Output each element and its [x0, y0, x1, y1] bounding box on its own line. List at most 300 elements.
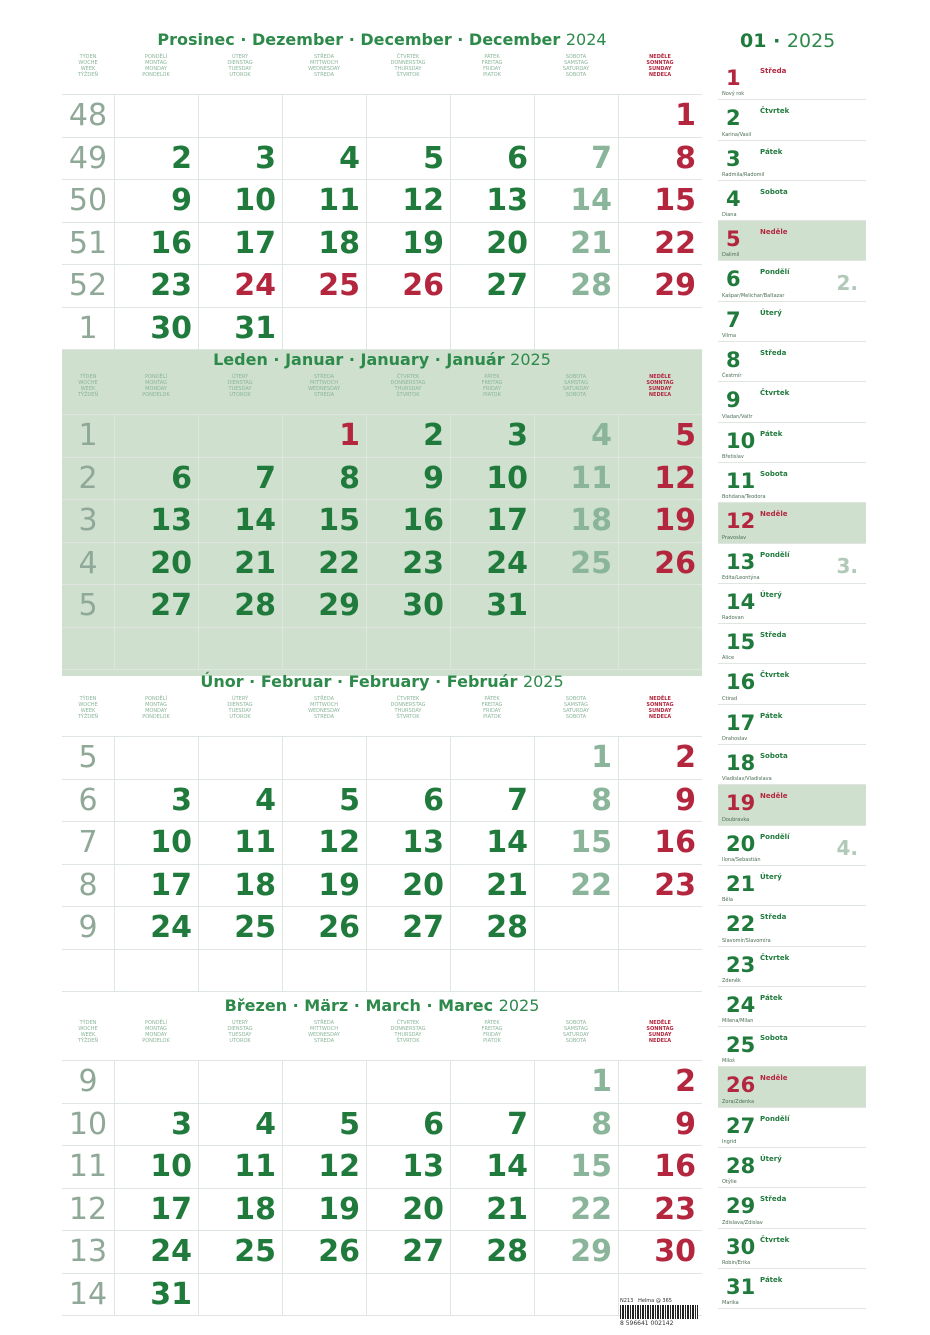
side-weekday: Úterý — [760, 872, 782, 881]
day-cell[interactable] — [366, 1274, 450, 1316]
day-cell[interactable] — [450, 585, 534, 627]
empty-cell — [534, 950, 618, 992]
day-cell[interactable] — [198, 1061, 282, 1103]
side-day-number: 18 — [726, 751, 756, 776]
weekday-header-cell: STŘEDA MITTWOCH WEDNESDAY STREDA — [308, 374, 340, 398]
day-number: 14 — [486, 1149, 528, 1184]
day-cell[interactable] — [450, 265, 534, 307]
day-cell[interactable] — [450, 780, 534, 822]
week-row — [62, 1231, 702, 1274]
day-cell[interactable] — [618, 265, 702, 307]
day-cell[interactable] — [450, 308, 534, 350]
day-number: 19 — [654, 503, 696, 538]
day-cell[interactable] — [282, 95, 366, 137]
day-cell[interactable] — [534, 822, 618, 864]
day-cell[interactable] — [366, 265, 450, 307]
day-cell[interactable] — [198, 1104, 282, 1146]
day-cell[interactable] — [534, 500, 618, 542]
side-day-row[interactable] — [718, 866, 866, 906]
side-weekday: Středa — [760, 349, 787, 358]
side-day-row[interactable] — [718, 60, 866, 100]
day-number: 30 — [150, 310, 192, 346]
day-number: 5 — [339, 1106, 360, 1142]
week-number: 2 — [78, 460, 98, 496]
day-number: 2 — [423, 418, 444, 453]
day-number: 28 — [486, 1234, 528, 1269]
day-cell[interactable] — [114, 180, 198, 222]
side-day-row[interactable] — [718, 100, 866, 140]
side-nameday: Čestmír — [722, 373, 742, 380]
weekday-header-cell: ÚTERÝ DIENSTAG TUESDAY UTOROK — [227, 1020, 253, 1044]
empty-cell — [198, 950, 282, 992]
day-cell[interactable] — [282, 1231, 366, 1273]
side-weekday: Pondělí — [760, 268, 790, 277]
day-cell[interactable] — [618, 415, 702, 457]
side-nameday: Drahoslav — [722, 736, 748, 743]
day-cell[interactable] — [114, 265, 198, 307]
day-cell[interactable] — [534, 95, 618, 137]
side-weekday: Neděle — [760, 228, 788, 237]
side-day-number: 8 — [726, 348, 741, 373]
day-cell[interactable] — [534, 907, 618, 949]
day-number: 2 — [675, 1064, 696, 1099]
day-cell[interactable] — [450, 458, 534, 500]
day-cell[interactable] — [534, 780, 618, 822]
day-cell[interactable] — [198, 138, 282, 180]
day-cell[interactable] — [366, 865, 450, 907]
weekday-header-cell: STŘEDA MITTWOCH WEDNESDAY STREDA — [308, 1020, 340, 1044]
day-number: 3 — [171, 1106, 192, 1142]
side-day-number: 28 — [726, 1154, 756, 1179]
day-cell[interactable] — [618, 95, 702, 137]
day-cell[interactable] — [198, 1189, 282, 1231]
day-cell[interactable] — [114, 865, 198, 907]
side-day-row[interactable] — [718, 624, 866, 664]
side-day-row[interactable] — [718, 302, 866, 342]
side-day-number: 3 — [726, 146, 741, 171]
side-day-row[interactable] — [718, 705, 866, 745]
day-cell[interactable] — [534, 1061, 618, 1103]
day-cell[interactable] — [534, 585, 618, 627]
side-weekday: Sobota — [760, 469, 788, 478]
day-cell[interactable] — [534, 1146, 618, 1188]
day-number: 9 — [423, 460, 444, 496]
day-cell[interactable] — [366, 1231, 450, 1273]
day-cell[interactable] — [450, 1104, 534, 1146]
weekday-header-cell: PONDĚLÍ MONTAG MONDAY PONDELOK — [142, 1020, 170, 1044]
day-cell[interactable] — [618, 458, 702, 500]
week-number: 5 — [78, 588, 98, 623]
day-number: 6 — [507, 140, 528, 176]
day-number: 6 — [423, 782, 444, 818]
side-strip — [718, 30, 866, 1309]
day-cell[interactable] — [450, 180, 534, 222]
day-cell[interactable] — [450, 1189, 534, 1231]
day-cell[interactable] — [534, 458, 618, 500]
day-cell[interactable] — [618, 1189, 702, 1231]
side-day-number: 27 — [726, 1113, 756, 1138]
day-cell[interactable] — [450, 223, 534, 265]
day-cell[interactable] — [282, 585, 366, 627]
side-day-row[interactable] — [718, 1067, 866, 1107]
day-cell[interactable] — [282, 543, 366, 585]
side-day-row[interactable] — [718, 382, 866, 422]
day-cell[interactable] — [282, 223, 366, 265]
day-number: 23 — [402, 545, 444, 581]
day-number: 21 — [486, 1191, 528, 1227]
day-cell[interactable] — [198, 180, 282, 222]
side-day-row[interactable] — [718, 1188, 866, 1228]
day-cell[interactable] — [534, 138, 618, 180]
side-day-row[interactable] — [718, 664, 866, 704]
day-cell[interactable] — [114, 1146, 198, 1188]
day-cell[interactable] — [114, 500, 198, 542]
day-cell[interactable] — [450, 865, 534, 907]
day-cell[interactable] — [114, 1104, 198, 1146]
side-nameday: Pravoslav — [722, 534, 747, 541]
day-cell[interactable] — [534, 1189, 618, 1231]
side-day-row[interactable] — [718, 584, 866, 624]
day-cell[interactable] — [198, 737, 282, 779]
day-cell[interactable] — [450, 1146, 534, 1188]
day-cell[interactable] — [450, 415, 534, 457]
day-cell[interactable] — [198, 865, 282, 907]
day-cell[interactable] — [450, 95, 534, 137]
day-cell[interactable] — [282, 265, 366, 307]
week-row — [62, 415, 702, 458]
day-cell[interactable] — [282, 308, 366, 350]
day-number: 16 — [402, 503, 444, 538]
day-number: 12 — [318, 1149, 360, 1184]
day-cell[interactable] — [198, 223, 282, 265]
side-day-row[interactable] — [718, 826, 866, 866]
day-cell[interactable] — [198, 265, 282, 307]
day-number: 8 — [339, 460, 360, 496]
day-number: 10 — [486, 460, 528, 496]
side-day-row[interactable] — [718, 503, 866, 543]
day-cell[interactable] — [198, 500, 282, 542]
side-day-number: 1 — [726, 66, 741, 90]
side-week-number: 2. — [836, 271, 858, 296]
day-cell[interactable] — [114, 780, 198, 822]
day-number: 11 — [234, 1149, 276, 1184]
day-cell[interactable] — [450, 1231, 534, 1273]
day-cell[interactable] — [282, 907, 366, 949]
day-cell[interactable] — [366, 737, 450, 779]
day-number: 5 — [423, 140, 444, 176]
day-number: 17 — [234, 225, 276, 261]
day-cell[interactable] — [534, 1274, 618, 1316]
day-number: 12 — [402, 183, 444, 218]
day-cell[interactable] — [618, 223, 702, 265]
side-day-number: 24 — [726, 992, 756, 1017]
day-number: 18 — [234, 867, 276, 903]
side-day-row[interactable] — [718, 221, 866, 261]
day-number: 7 — [255, 460, 276, 496]
side-day-number: 7 — [726, 307, 741, 332]
day-number: 26 — [654, 545, 696, 581]
week-number: 12 — [68, 1191, 108, 1227]
day-cell[interactable] — [114, 907, 198, 949]
day-cell[interactable] — [366, 1061, 450, 1103]
day-number: 24 — [234, 268, 276, 303]
side-weekday: Sobota — [760, 1034, 788, 1043]
day-cell[interactable] — [450, 737, 534, 779]
day-cell[interactable] — [366, 1146, 450, 1188]
month-grid — [62, 1060, 702, 1316]
day-cell[interactable] — [618, 865, 702, 907]
day-cell[interactable] — [618, 1104, 702, 1146]
week-number: 7 — [78, 825, 98, 860]
week-row — [62, 265, 702, 308]
day-cell[interactable] — [114, 415, 198, 457]
day-number: 1 — [675, 98, 696, 133]
day-cell[interactable] — [366, 780, 450, 822]
side-day-row[interactable] — [718, 423, 866, 463]
day-cell[interactable] — [366, 585, 450, 627]
day-number: 26 — [318, 1234, 360, 1269]
day-cell[interactable] — [198, 1231, 282, 1273]
day-cell[interactable] — [282, 822, 366, 864]
day-cell[interactable] — [618, 308, 702, 350]
day-cell[interactable] — [366, 822, 450, 864]
day-cell[interactable] — [282, 1146, 366, 1188]
day-cell[interactable] — [618, 780, 702, 822]
day-cell[interactable] — [450, 500, 534, 542]
side-nameday: Zdeněk — [722, 977, 741, 984]
day-cell[interactable] — [534, 180, 618, 222]
side-day-row[interactable] — [718, 544, 866, 584]
day-cell[interactable] — [282, 180, 366, 222]
side-day-number: 31 — [726, 1274, 756, 1299]
day-cell[interactable] — [534, 737, 618, 779]
day-cell[interactable] — [282, 1274, 366, 1316]
day-cell[interactable] — [198, 780, 282, 822]
day-number: 29 — [318, 588, 360, 623]
week-number: 9 — [78, 910, 98, 945]
day-cell[interactable] — [534, 265, 618, 307]
day-cell[interactable] — [366, 138, 450, 180]
day-cell[interactable] — [366, 907, 450, 949]
day-cell[interactable] — [114, 1274, 198, 1316]
day-cell[interactable] — [534, 865, 618, 907]
day-cell[interactable] — [618, 1061, 702, 1103]
day-cell[interactable] — [114, 822, 198, 864]
day-cell[interactable] — [366, 95, 450, 137]
day-cell[interactable] — [114, 138, 198, 180]
week-row — [62, 1104, 702, 1147]
day-cell[interactable] — [534, 308, 618, 350]
day-number: 28 — [486, 910, 528, 945]
day-cell[interactable] — [618, 1231, 702, 1273]
day-cell[interactable] — [618, 1146, 702, 1188]
footer — [620, 1298, 672, 1304]
day-number: 20 — [486, 225, 528, 261]
side-nameday: Edita/Leontýna — [722, 574, 760, 581]
side-days — [718, 60, 866, 1309]
side-weekday: Středa — [760, 913, 787, 922]
side-nameday: Vladislav/Vladislava — [722, 776, 772, 783]
side-day-row[interactable] — [718, 1148, 866, 1188]
day-cell[interactable] — [282, 865, 366, 907]
side-day-row[interactable] — [718, 141, 866, 181]
day-number: 27 — [402, 910, 444, 945]
day-cell[interactable] — [282, 138, 366, 180]
day-number: 31 — [234, 310, 276, 346]
day-cell[interactable] — [114, 458, 198, 500]
day-cell[interactable] — [114, 1061, 198, 1103]
day-cell[interactable] — [450, 1274, 534, 1316]
day-cell[interactable] — [450, 543, 534, 585]
side-header: 01 · 2025 — [740, 30, 836, 52]
side-day-number: 29 — [726, 1194, 756, 1219]
day-cell[interactable] — [114, 585, 198, 627]
day-cell[interactable] — [366, 415, 450, 457]
day-cell[interactable] — [198, 907, 282, 949]
day-number: 9 — [675, 782, 696, 818]
day-cell[interactable] — [450, 907, 534, 949]
day-cell[interactable] — [366, 1189, 450, 1231]
side-day-row[interactable] — [718, 906, 866, 946]
day-cell[interactable] — [366, 458, 450, 500]
day-cell[interactable] — [618, 907, 702, 949]
side-day-row[interactable] — [718, 181, 866, 221]
week-row — [62, 737, 702, 780]
empty-cell — [282, 950, 366, 992]
side-day-row[interactable] — [718, 745, 866, 785]
day-cell[interactable] — [534, 543, 618, 585]
day-cell[interactable] — [534, 223, 618, 265]
day-cell[interactable] — [198, 543, 282, 585]
day-cell[interactable] — [114, 1231, 198, 1273]
side-day-number: 2 — [726, 106, 741, 131]
day-number: 4 — [255, 1106, 276, 1142]
week-number: 49 — [68, 140, 108, 176]
side-weekday: Čtvrtek — [760, 107, 790, 116]
side-day-row[interactable] — [718, 342, 866, 382]
side-weekday: Sobota — [760, 752, 788, 761]
day-number: 16 — [654, 825, 696, 860]
day-cell[interactable] — [618, 585, 702, 627]
day-cell[interactable] — [114, 95, 198, 137]
month-grid — [62, 736, 702, 992]
day-cell[interactable] — [366, 180, 450, 222]
day-cell[interactable] — [282, 1104, 366, 1146]
weekday-header-cell: STŘEDA MITTWOCH WEDNESDAY STREDA — [308, 696, 340, 720]
day-number: 11 — [234, 825, 276, 860]
empty-cell — [366, 628, 450, 670]
day-cell[interactable] — [282, 1189, 366, 1231]
week-number: 51 — [68, 225, 108, 261]
day-number: 15 — [570, 825, 612, 860]
week-number: 13 — [68, 1234, 108, 1269]
day-cell[interactable] — [114, 1189, 198, 1231]
week-row — [62, 822, 702, 865]
empty-cell — [618, 628, 702, 670]
side-day-row[interactable] — [718, 1269, 866, 1309]
day-cell[interactable] — [366, 308, 450, 350]
day-cell[interactable] — [282, 1061, 366, 1103]
side-day-row[interactable] — [718, 987, 866, 1027]
day-number: 23 — [654, 867, 696, 903]
day-cell[interactable] — [366, 223, 450, 265]
day-cell[interactable] — [618, 737, 702, 779]
day-cell[interactable] — [198, 95, 282, 137]
day-cell[interactable] — [534, 415, 618, 457]
day-cell[interactable] — [282, 458, 366, 500]
day-cell[interactable] — [282, 500, 366, 542]
side-day-row[interactable] — [718, 463, 866, 503]
day-cell[interactable] — [366, 543, 450, 585]
side-nameday: Otýlie — [722, 1179, 737, 1186]
side-weekday: Úterý — [760, 590, 782, 599]
side-day-row[interactable] — [718, 1229, 866, 1269]
day-cell[interactable] — [618, 822, 702, 864]
day-cell[interactable] — [198, 458, 282, 500]
week-row — [62, 500, 702, 543]
day-cell[interactable] — [618, 180, 702, 222]
weekday-header-cell: SOBOTA SAMSTAG SATURDAY SOBOTA — [562, 1020, 590, 1044]
day-cell[interactable] — [618, 500, 702, 542]
day-number: 23 — [150, 268, 192, 303]
day-cell[interactable] — [450, 138, 534, 180]
day-cell[interactable] — [114, 543, 198, 585]
week-number: 9 — [78, 1064, 98, 1099]
day-cell[interactable] — [450, 1061, 534, 1103]
side-day-row[interactable] — [718, 785, 866, 825]
day-cell[interactable] — [366, 500, 450, 542]
day-cell[interactable] — [282, 737, 366, 779]
day-cell[interactable] — [198, 585, 282, 627]
side-day-row[interactable] — [718, 1027, 866, 1067]
week-number: 4 — [78, 545, 98, 581]
day-cell[interactable] — [618, 138, 702, 180]
day-cell[interactable] — [534, 1231, 618, 1273]
weekday-header-cell: NEDĚLE SONNTAG SUNDAY NEDEĽA — [646, 1020, 674, 1044]
side-day-row[interactable] — [718, 261, 866, 301]
day-number: 13 — [150, 503, 192, 538]
week-row — [62, 1274, 702, 1317]
day-number: 4 — [339, 140, 360, 176]
empty-cell — [198, 628, 282, 670]
side-day-number: 19 — [726, 791, 756, 816]
day-cell[interactable] — [114, 308, 198, 350]
day-cell[interactable] — [534, 1104, 618, 1146]
day-cell[interactable] — [114, 737, 198, 779]
day-cell[interactable] — [450, 822, 534, 864]
day-cell[interactable] — [198, 1274, 282, 1316]
side-day-row[interactable] — [718, 947, 866, 987]
day-cell[interactable] — [198, 308, 282, 350]
day-number: 8 — [591, 782, 612, 818]
day-cell[interactable] — [198, 822, 282, 864]
side-weekday: Pondělí — [760, 1114, 790, 1123]
side-day-row[interactable] — [718, 1108, 866, 1148]
side-weekday: Pátek — [760, 147, 783, 156]
week-number: 1 — [78, 310, 98, 346]
day-cell[interactable] — [114, 223, 198, 265]
day-cell[interactable] — [198, 415, 282, 457]
day-number: 26 — [318, 910, 360, 945]
day-cell[interactable] — [198, 1146, 282, 1188]
day-cell[interactable] — [366, 1104, 450, 1146]
day-cell[interactable] — [282, 780, 366, 822]
day-cell[interactable] — [282, 415, 366, 457]
empty-cell — [282, 628, 366, 670]
side-weekday: Neděle — [760, 1074, 788, 1083]
day-cell[interactable] — [618, 543, 702, 585]
side-day-number: 25 — [726, 1033, 756, 1058]
